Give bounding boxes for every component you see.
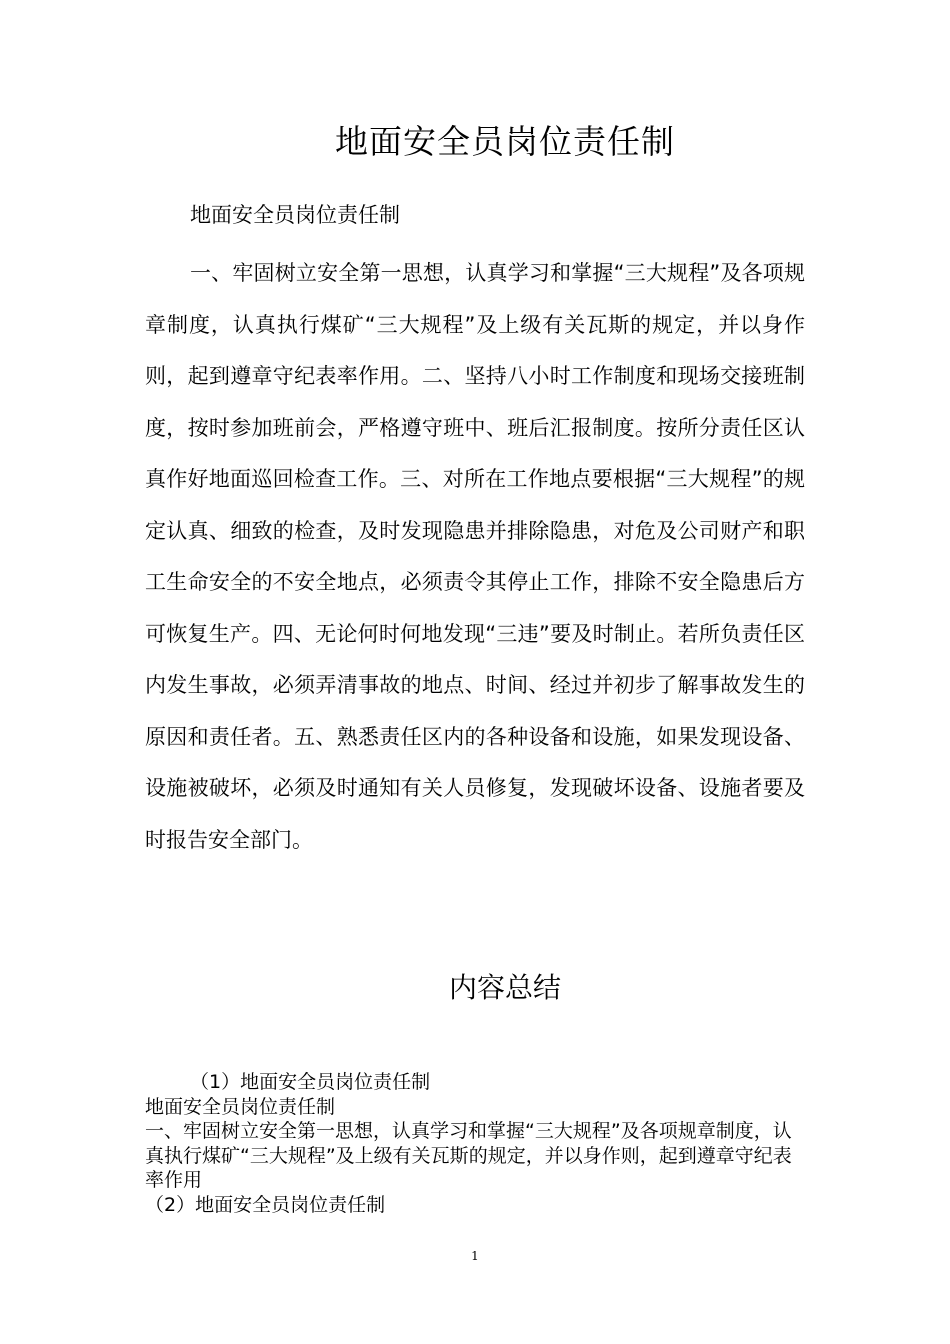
page-number: 1: [471, 1249, 479, 1263]
document-body: 一、牢固树立安全第一思想，认真学习和掌握“三大规程”及各项规章制度，认真执行煤矿“三大规程”及上级有关瓦斯的规定，并以身作则，起到遵章守纪表率作用。二、坚持八小时工作制度和现场交接班制度，按时参加班前会，严格遵守班中、班后汇报制度。按所分责任区认真作好地面巡回检查工作。三、对所在工作地点要根据“三大规程”的规定认真、细致的检查，及时发现隐患并排除隐患，对危及公司财产和职工生命安全的不安全地点，必须责令其停止工作，排除不安全隐患后方可恢复生产。四、无论何时何地发现“三违”要及时制止。若所负责任区内发生事故，必须弄清事故的地点、时间、经过并初步了解事故发生的原因和责任者。五、熟悉责任区内的各种设备和设施，如果发现设备、设施被破坏，必须及时通知有关人员修复，发现破坏设备、设施者要及时报告安全部门。: [145, 261, 805, 852]
document-title: 地面安全员岗位责任制: [335, 122, 675, 161]
summary-item-1: （1）地面安全员岗位责任制: [190, 1071, 431, 1093]
summary-section: [145, 1070, 800, 1217]
summary-line-2: 地面安全员岗位责任制: [145, 1095, 336, 1118]
document-subtitle: 地面安全员岗位责任制: [190, 203, 400, 227]
summary-item-2: （2）地面安全员岗位责任制: [145, 1193, 386, 1216]
summary-heading: 内容总结: [448, 971, 561, 1004]
summary-line-3: 一、牢固树立安全第一思想，认真学习和掌握“三大规程”及各项规章制度，认真执行煤矿“三大规程”及上级有关瓦斯的规定，并以身作则，起到遵章守纪表率作用: [145, 1120, 792, 1191]
